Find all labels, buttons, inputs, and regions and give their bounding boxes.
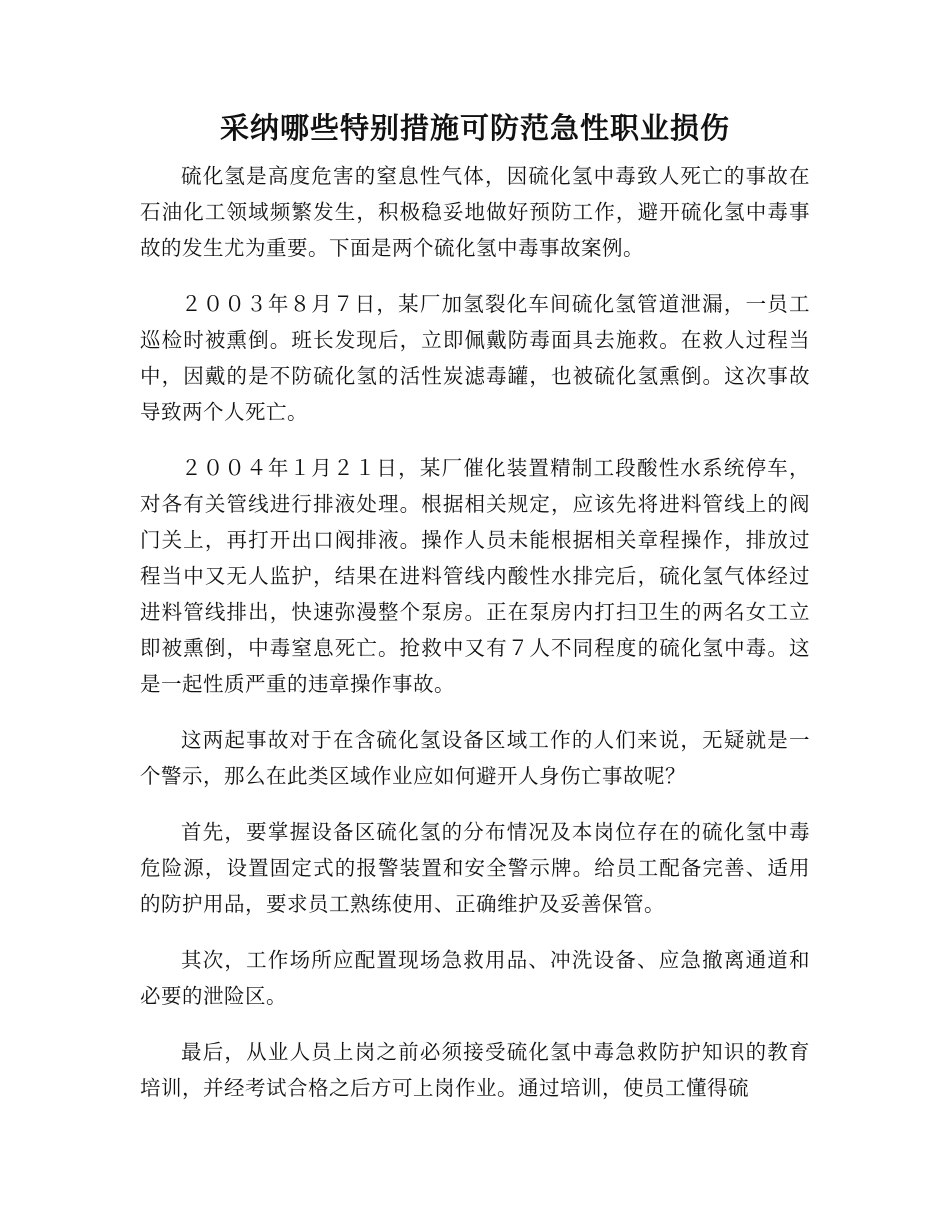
paragraph-second-measure: 其次，工作场所应配置现场急救用品、冲洗设备、应急撤离通道和必要的泄险区。 bbox=[140, 948, 810, 1008]
document-title: 采纳哪些特别措施可防范急性职业损伤 bbox=[219, 111, 730, 145]
paragraph-final-measure: 最后，从业人员上岗之前必须接受硫化氢中毒急救防护知识的教育培训，并经考试合格之后方可上岗作业。通过培训，使员工懂得硫 bbox=[140, 1040, 810, 1100]
paragraph-case-2003: ２００３年８月７日，某厂加氢裂化车间硫化氢管道泄漏，一员工巡检时被熏倒。班长发现后，立即佩戴防毒面具去施救。在救人过程当中，因戴的是不防硫化氢的活性炭滤毒罐，也被硫化氢熏倒。这次事故导致两个人死亡。 bbox=[140, 292, 810, 424]
paragraph-intro: 硫化氢是高度危害的窒息性气体，因硫化氢中毒致人死亡的事故在石油化工领域频繁发生，积极稳妥地做好预防工作，避开硫化氢中毒事故的发生尤为重要。下面是两个硫化氢中毒事故案例。 bbox=[140, 164, 810, 260]
paragraph-case-2004: ２００４年１月２１日，某厂催化装置精制工段酸性水系统停车，对各有关管线进行排液处理。根据相关规定，应该先将进料管线上的阀门关上，再打开出口阀排液。操作人员未能根据相关章程操作，排放过程当中又无人监护，结果在进料管线内酸性水排完后，硫化氢气体经过进料管线排出，快速弥漫整个泵房。正在泵房内打扫卫生的两名女工立即被熏倒，中毒窒息死亡。抢救中又有７人不同程度的硫化氢中毒。这是一起性质严重的违章操作事故。 bbox=[140, 456, 810, 696]
paragraph-first-measure: 首先，要掌握设备区硫化氢的分布情况及本岗位存在的硫化氢中毒危险源，设置固定式的报警装置和安全警示牌。给员工配备完善、适用的防护用品，要求员工熟练使用、正确维护及妥善保管。 bbox=[140, 820, 810, 916]
paragraph-warning: 这两起事故对于在含硫化氢设备区域工作的人们来说，无疑就是一个警示，那么在此类区域作业应如何避开人身伤亡事故呢？ bbox=[140, 728, 810, 788]
